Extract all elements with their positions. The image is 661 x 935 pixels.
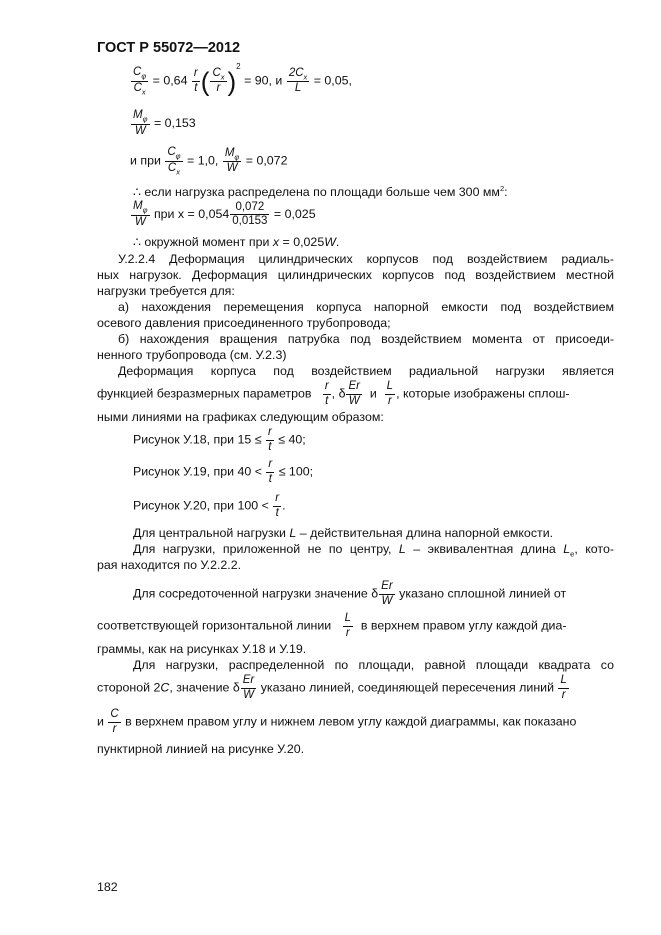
equation-2: $\frac{M_\varphi}{W}$ = 0,153	[133, 109, 196, 137]
text-moment: ∴ окружной момент при x = 0,025W.	[133, 235, 340, 249]
p1-line1: У.2.2.4 Деформация цилиндрических корпусов под воздействием радиаль-	[118, 252, 614, 266]
figure-ref-18: Рисунок У.18, при 15 ≤ $\frac{r}{t}$ ≤ 40;	[133, 426, 306, 453]
p4-line3: ными линиями на графиках следующим образом:	[97, 410, 384, 424]
figure-ref-20: Рисунок У.20, при 100 < $\frac{r}{t}$ .	[133, 492, 286, 519]
p7-line3: граммы, как на рисунках У.18 и У.19.	[97, 642, 307, 656]
fraction-c-phi-over-c-x: $\frac{C_\varphi}{C_x}$	[133, 66, 147, 97]
p6-line2: рая находится по У.2.2.2.	[97, 558, 242, 572]
equation-3: и при $\frac{C_\varphi}{C_x}$ = 1,0, $\frac{M_\varphi}{W}$ = 0,072	[130, 146, 288, 177]
p7-line2: соответствующей горизонтальной линии $\frac{L}{r}$ в верхнем правом углу каждой диа-	[97, 612, 567, 639]
p1-line3: нагрузки требуется для:	[97, 284, 235, 298]
p7-line1: Для сосредоточенной нагрузки значение δ $\frac{Er}{W}$ указано сплошной линией от	[133, 580, 567, 607]
figure-ref-19: Рисунок У.19, при 40 < $\frac{r}{t}$ ≤ 100;	[133, 458, 314, 485]
p2-line2: осевого давления присоединенного трубопровода;	[97, 316, 391, 330]
p6-line1: Для нагрузки, приложенной не по центру, L – эквивалентная длина $L_e$, кото-	[133, 542, 614, 559]
p8-line3: и $\frac{C}{r}$ в верхнем правом углу и нижнем левом углу каждой диаграммы, как показано	[97, 708, 577, 735]
text-distributed-load: ∴ если нагрузка распределена по площади больше чем 300 $мм^2$:	[133, 184, 508, 200]
equation-1: $\frac{C_\varphi}{C_x}$ = 0,64 $\frac{r}{t}$ ( $\frac{C_x}{r}$ )$^2$ = 90, и $\frac{2C_x}{L}$ = 0,05,	[133, 62, 352, 97]
p2-line1: а) нахождения перемещения корпуса напорной емкости под воздействием	[118, 300, 614, 314]
p4-line2: функцией безразмерных параметров $\frac{r}{t}$ , δ $\frac{Er}{W}$ и $\frac{L}{r}$ , которые изображены сплош-	[97, 380, 570, 407]
p4-line1: Деформация корпуса под воздействием радиальной нагрузки является	[118, 364, 614, 378]
p3-line1: б) нахождения вращения патрубка под воздействием момента от присоеди-	[118, 332, 614, 346]
p1-line2: ных нагрузок. Деформация цилиндрических корпусов под воздействием местной	[97, 268, 614, 282]
p8-line4: пунктирной линией на рисунке У.20.	[97, 742, 305, 756]
p5: Для центральной нагрузки L – действительная длина напорной емкости.	[133, 526, 554, 540]
equation-4: $\frac{M_\varphi}{W}$ при x = 0,054 $\frac{0,072}{0,0153}$ = 0,025	[133, 200, 316, 228]
p8-line2: стороной 2C, значение δ $\frac{Er}{W}$ указано линией, соединяющей пересечения линий $\frac{L}{r}$	[97, 674, 567, 701]
page-number: 182	[97, 880, 118, 894]
p3-line2: ненного трубопровода (см. У.2.3)	[97, 348, 287, 362]
document-header: ГОСТ Р 55072—2012	[97, 40, 241, 56]
p8-line1: Для нагрузки, распределенной по площади, равной площади квадрата со	[133, 658, 614, 672]
